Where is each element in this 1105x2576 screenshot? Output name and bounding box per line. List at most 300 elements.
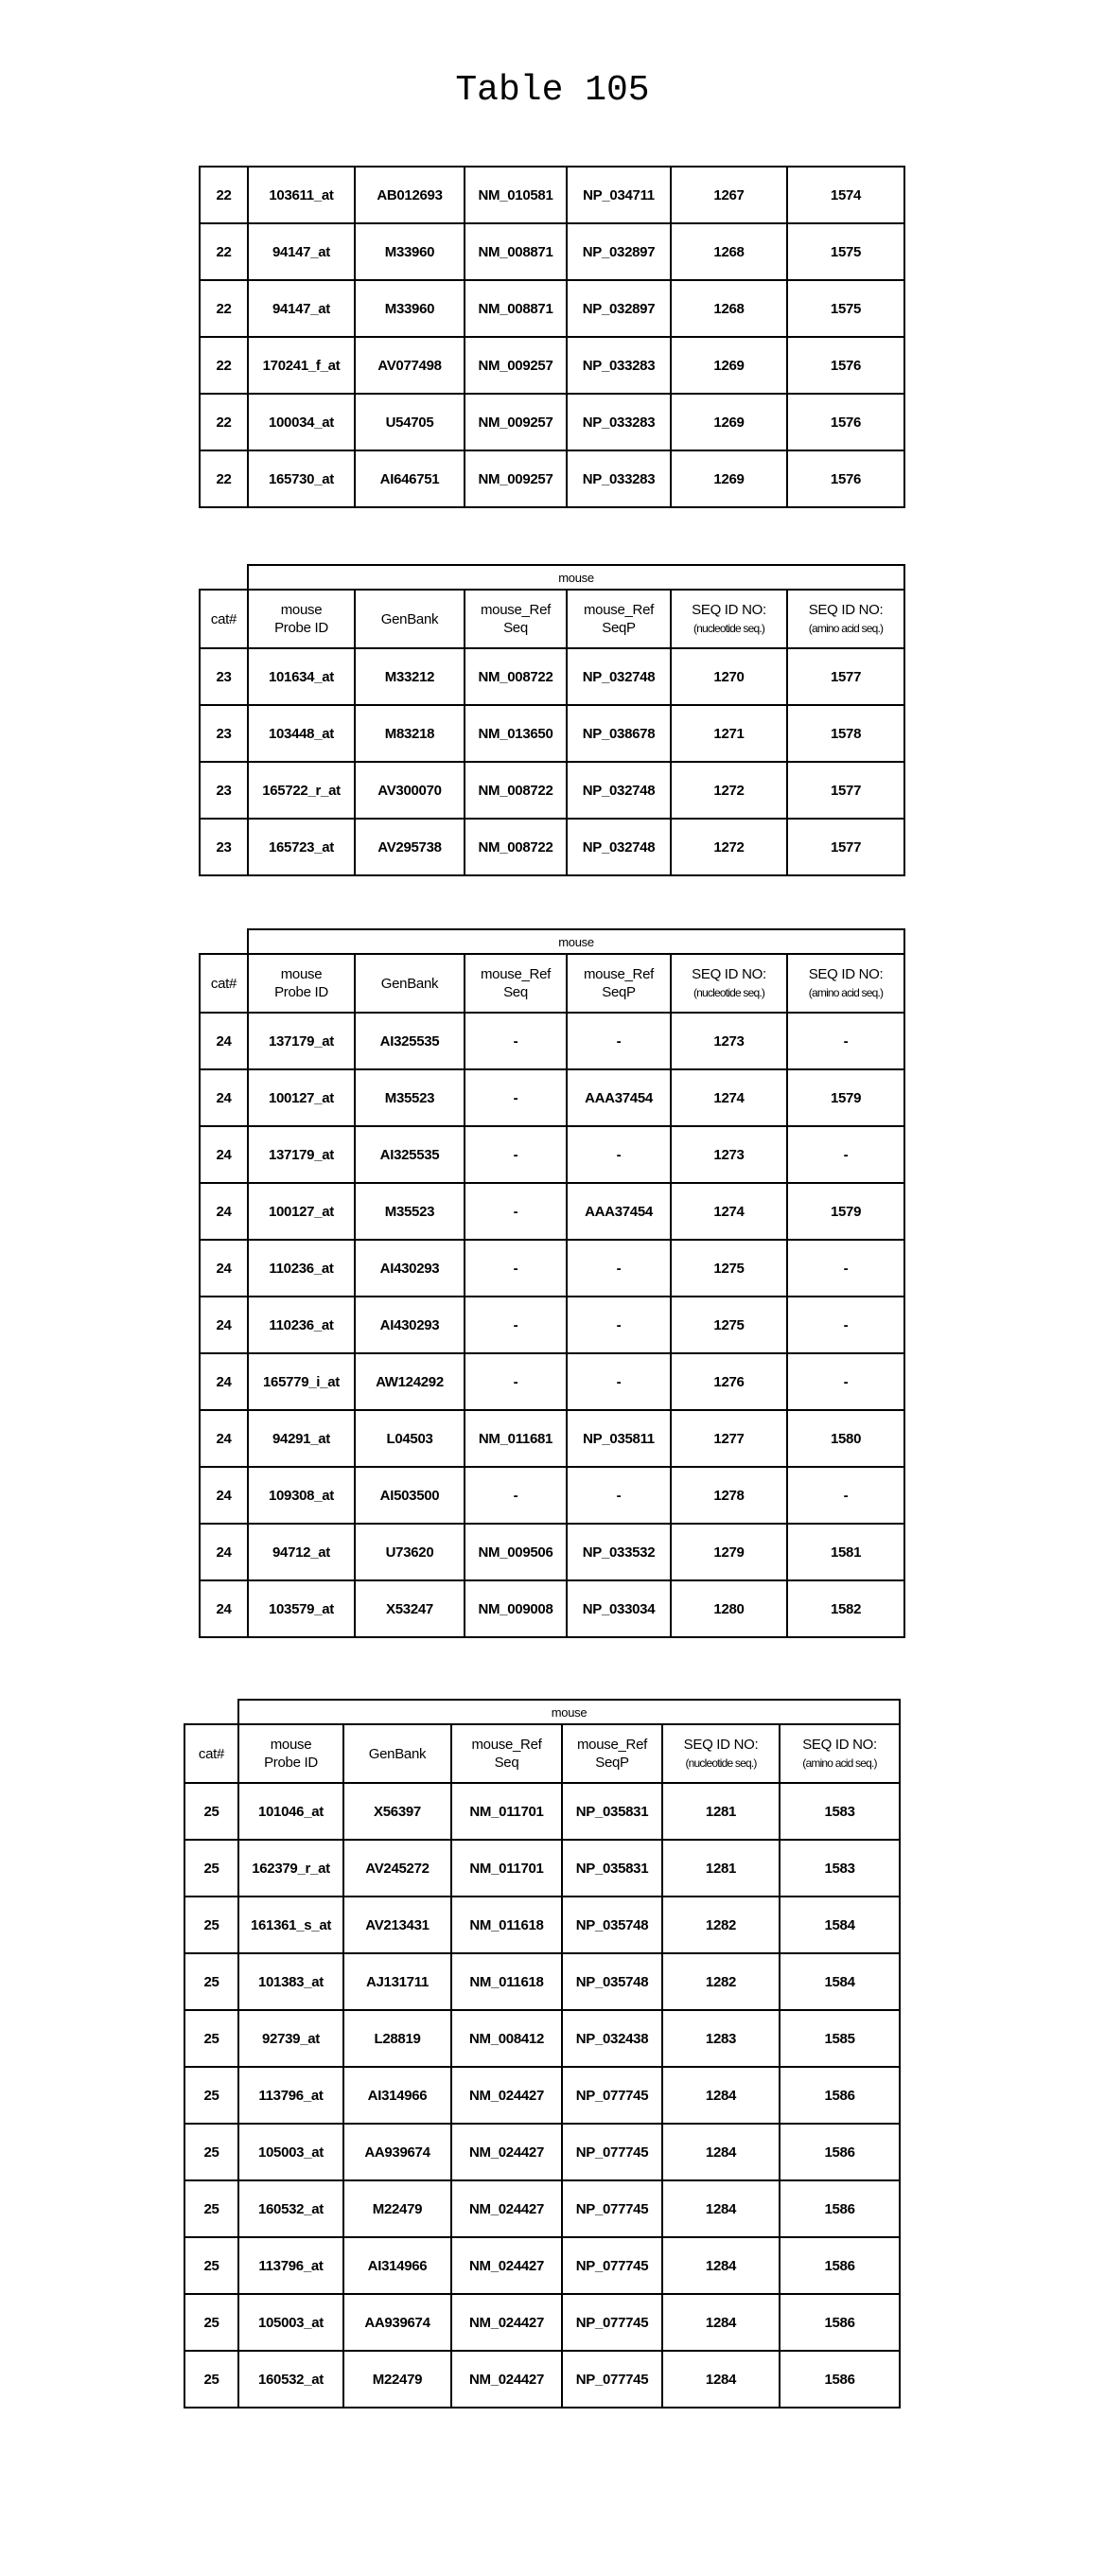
cell-mouse-refseqp: NP_033283 (567, 450, 671, 507)
group-header-mouse: mouse (238, 1700, 900, 1724)
cell-probe-id: 165730_at (248, 450, 355, 507)
table-row (184, 2180, 900, 2237)
cell-mouse-refseq: NM_009257 (465, 394, 567, 450)
table-row (200, 648, 904, 705)
cell-mouse-refseqp: NP_032748 (567, 648, 671, 705)
cell-probe-id: 101046_at (238, 1783, 343, 1840)
cell-mouse-refseq: NM_009506 (465, 1524, 567, 1580)
cell-seq-id-nucleotide: 1275 (671, 1297, 787, 1353)
cell-cat: 25 (184, 1840, 238, 1897)
header-line: mouse_Ref (481, 966, 551, 982)
cell-mouse-refseqp: NP_033034 (567, 1580, 671, 1637)
table-row (200, 1240, 904, 1297)
cell-seq-id-amino-acid: 1581 (787, 1524, 904, 1580)
cell-probe-id: 105003_at (238, 2294, 343, 2351)
cell-probe-id: 165779_i_at (248, 1353, 355, 1410)
cell-probe-id: 165723_at (248, 819, 355, 875)
column-header-row (200, 954, 904, 1013)
header-line: SeqP (602, 620, 636, 636)
cell-genbank: AI503500 (355, 1467, 465, 1524)
cell-cat: 25 (184, 2010, 238, 2067)
cell-probe-id: 113796_at (238, 2237, 343, 2294)
table-row (200, 1467, 904, 1524)
column-header-seq-id-amino-acid (787, 590, 904, 648)
cell-mouse-refseq: NM_008722 (465, 648, 567, 705)
cell-mouse-refseqp: NP_035831 (562, 1783, 662, 1840)
cell-seq-id-amino-acid: 1585 (780, 2010, 900, 2067)
cell-seq-id-nucleotide: 1268 (671, 223, 787, 280)
cell-cat: 24 (200, 1183, 248, 1240)
cell-seq-id-amino-acid: 1583 (780, 1783, 900, 1840)
column-header-row (200, 590, 904, 648)
column-header-seq-id-nucleotide (662, 1724, 780, 1783)
cell-cat: 22 (200, 280, 248, 337)
cell-seq-id-amino-acid: - (787, 1297, 904, 1353)
cell-seq-id-amino-acid: - (787, 1467, 904, 1524)
cell-genbank: AA939674 (343, 2124, 451, 2180)
column-header-cat: cat# (200, 590, 248, 648)
cell-seq-id-nucleotide: 1268 (671, 280, 787, 337)
table-row (200, 1069, 904, 1126)
cell-genbank: AJ131711 (343, 1953, 451, 2010)
cell-genbank: AB012693 (355, 167, 465, 223)
cell-mouse-refseq: - (465, 1240, 567, 1297)
cell-cat: 22 (200, 223, 248, 280)
cell-seq-id-amino-acid: 1574 (787, 167, 904, 223)
cell-cat: 25 (184, 2237, 238, 2294)
cell-cat: 24 (200, 1297, 248, 1353)
data-table-cat-24 (199, 928, 905, 1638)
cell-mouse-refseqp: NP_077745 (562, 2067, 662, 2124)
cell-seq-id-nucleotide: 1284 (662, 2180, 780, 2237)
cell-mouse-refseqp: NP_033532 (567, 1524, 671, 1580)
cell-mouse-refseq: NM_008412 (451, 2010, 562, 2067)
cell-cat: 22 (200, 394, 248, 450)
header-line: Seq (503, 984, 528, 1000)
cell-genbank: L28819 (343, 2010, 451, 2067)
column-header-seq-id-nucleotide (671, 954, 787, 1013)
cell-seq-id-amino-acid: - (787, 1013, 904, 1069)
cell-mouse-refseqp: NP_035811 (567, 1410, 671, 1467)
table-row (200, 394, 904, 450)
cell-mouse-refseq: NM_009257 (465, 337, 567, 394)
cell-seq-id-nucleotide: 1277 (671, 1410, 787, 1467)
cell-seq-id-nucleotide: 1273 (671, 1126, 787, 1183)
cell-seq-id-nucleotide: 1282 (662, 1897, 780, 1953)
cell-seq-id-amino-acid: 1583 (780, 1840, 900, 1897)
column-header-seq-id-nucleotide (671, 590, 787, 648)
cell-mouse-refseqp: NP_035748 (562, 1897, 662, 1953)
cell-cat: 22 (200, 337, 248, 394)
cell-probe-id: 94291_at (248, 1410, 355, 1467)
cell-seq-id-amino-acid: 1580 (787, 1410, 904, 1467)
cell-seq-id-amino-acid: 1575 (787, 280, 904, 337)
table-row (200, 1353, 904, 1410)
cell-probe-id: 113796_at (238, 2067, 343, 2124)
cell-mouse-refseq: NM_013650 (465, 705, 567, 762)
table-row (200, 1524, 904, 1580)
cell-genbank: X53247 (355, 1580, 465, 1637)
cell-cat: 25 (184, 2124, 238, 2180)
cell-mouse-refseqp: AAA37454 (567, 1069, 671, 1126)
cell-seq-id-nucleotide: 1272 (671, 762, 787, 819)
table-row (184, 2294, 900, 2351)
cell-mouse-refseqp: NP_032438 (562, 2010, 662, 2067)
cell-mouse-refseqp: - (567, 1297, 671, 1353)
cell-genbank: AV245272 (343, 1840, 451, 1897)
cell-genbank: U54705 (355, 394, 465, 450)
cell-probe-id: 94147_at (248, 280, 355, 337)
cell-mouse-refseqp: NP_077745 (562, 2294, 662, 2351)
cell-cat: 22 (200, 450, 248, 507)
header-line: Seq (503, 620, 528, 636)
cell-probe-id: 165722_r_at (248, 762, 355, 819)
cell-seq-id-nucleotide: 1274 (671, 1183, 787, 1240)
cell-cat: 24 (200, 1069, 248, 1126)
cell-seq-id-amino-acid: 1575 (787, 223, 904, 280)
cell-seq-id-amino-acid: 1578 (787, 705, 904, 762)
cell-mouse-refseq: NM_009008 (465, 1580, 567, 1637)
column-header-genbank: GenBank (343, 1724, 451, 1783)
table-row (200, 1126, 904, 1183)
column-header-mouse-refseqp (562, 1724, 662, 1783)
cell-seq-id-amino-acid: 1576 (787, 450, 904, 507)
column-header-genbank: GenBank (355, 590, 465, 648)
cell-mouse-refseqp: NP_033283 (567, 337, 671, 394)
cell-seq-id-nucleotide: 1283 (662, 2010, 780, 2067)
header-line: mouse_Ref (584, 966, 654, 982)
cell-cat: 25 (184, 1953, 238, 2010)
cell-seq-id-nucleotide: 1270 (671, 648, 787, 705)
cell-mouse-refseqp: NP_034711 (567, 167, 671, 223)
header-line: SEQ ID NO: (684, 1737, 759, 1753)
data-table-cat-25 (184, 1699, 901, 2408)
cell-mouse-refseqp: NP_038678 (567, 705, 671, 762)
cell-cat: 23 (200, 762, 248, 819)
column-header-mouse-refseq (465, 954, 567, 1013)
cell-seq-id-nucleotide: 1276 (671, 1353, 787, 1410)
cell-genbank: U73620 (355, 1524, 465, 1580)
cell-seq-id-nucleotide: 1284 (662, 2351, 780, 2408)
header-line: (nucleotide seq.) (693, 622, 764, 635)
cell-seq-id-nucleotide: 1269 (671, 337, 787, 394)
cell-probe-id: 105003_at (238, 2124, 343, 2180)
cell-seq-id-amino-acid: 1579 (787, 1069, 904, 1126)
cell-seq-id-nucleotide: 1280 (671, 1580, 787, 1637)
cell-mouse-refseqp: NP_032748 (567, 762, 671, 819)
column-header-probe-id (238, 1724, 343, 1783)
cell-mouse-refseq: NM_011618 (451, 1953, 562, 2010)
cell-seq-id-amino-acid: - (787, 1240, 904, 1297)
header-line: (nucleotide seq.) (685, 1756, 756, 1770)
header-line: (amino acid seq.) (802, 1756, 876, 1770)
cell-probe-id: 92739_at (238, 2010, 343, 2067)
cell-cat: 24 (200, 1353, 248, 1410)
cell-mouse-refseq: NM_008722 (465, 762, 567, 819)
cell-genbank: AI430293 (355, 1240, 465, 1297)
group-header-row (184, 1700, 900, 1724)
table-row (200, 223, 904, 280)
cell-genbank: M22479 (343, 2180, 451, 2237)
cell-mouse-refseqp: NP_032897 (567, 223, 671, 280)
header-line: mouse_Ref (577, 1737, 647, 1753)
cell-seq-id-nucleotide: 1279 (671, 1524, 787, 1580)
cell-genbank: AA939674 (343, 2294, 451, 2351)
column-header-probe-id (248, 954, 355, 1013)
cell-genbank: M35523 (355, 1069, 465, 1126)
header-line: (amino acid seq.) (809, 986, 883, 999)
cell-seq-id-amino-acid: 1586 (780, 2180, 900, 2237)
cell-mouse-refseq: - (465, 1069, 567, 1126)
cell-mouse-refseqp: NP_077745 (562, 2237, 662, 2294)
table-row (200, 280, 904, 337)
table-row (200, 762, 904, 819)
cell-seq-id-nucleotide: 1275 (671, 1240, 787, 1297)
cell-mouse-refseq: NM_008871 (465, 223, 567, 280)
table-row (200, 1580, 904, 1637)
cell-mouse-refseqp: - (567, 1240, 671, 1297)
cell-mouse-refseqp: NP_077745 (562, 2180, 662, 2237)
cell-seq-id-nucleotide: 1267 (671, 167, 787, 223)
cell-mouse-refseq: - (465, 1467, 567, 1524)
cell-cat: 24 (200, 1126, 248, 1183)
column-header-seq-id-amino-acid (787, 954, 904, 1013)
column-header-cat: cat# (200, 954, 248, 1013)
cell-seq-id-nucleotide: 1282 (662, 1953, 780, 2010)
cell-mouse-refseq: - (465, 1353, 567, 1410)
header-line: SEQ ID NO: (692, 602, 766, 618)
column-header-mouse-refseq (465, 590, 567, 648)
group-header-row (200, 565, 904, 590)
cell-mouse-refseq: NM_024427 (451, 2124, 562, 2180)
cell-seq-id-nucleotide: 1269 (671, 450, 787, 507)
cell-cat: 24 (200, 1410, 248, 1467)
cell-mouse-refseqp: NP_035831 (562, 1840, 662, 1897)
cell-cat: 23 (200, 819, 248, 875)
cell-seq-id-amino-acid: - (787, 1353, 904, 1410)
column-header-mouse-refseq (451, 1724, 562, 1783)
header-line: mouse (281, 602, 323, 618)
header-line: Probe ID (274, 984, 328, 1000)
header-line: mouse_Ref (481, 602, 551, 618)
cell-cat: 25 (184, 1783, 238, 1840)
header-line: (amino acid seq.) (809, 622, 883, 635)
cell-mouse-refseqp: NP_032897 (567, 280, 671, 337)
cell-cat: 24 (200, 1240, 248, 1297)
cell-probe-id: 101634_at (248, 648, 355, 705)
cell-mouse-refseq: NM_024427 (451, 2294, 562, 2351)
table-row (200, 450, 904, 507)
header-line: Probe ID (274, 620, 328, 636)
cell-probe-id: 94712_at (248, 1524, 355, 1580)
cell-cat: 25 (184, 2294, 238, 2351)
column-header-mouse-refseqp (567, 590, 671, 648)
table-row (184, 2067, 900, 2124)
cell-mouse-refseq: NM_008722 (465, 819, 567, 875)
data-table-cat-23 (199, 564, 905, 876)
cell-seq-id-amino-acid: 1576 (787, 394, 904, 450)
table-row (184, 1840, 900, 1897)
cell-genbank: X56397 (343, 1783, 451, 1840)
cell-probe-id: 160532_at (238, 2180, 343, 2237)
header-line: SeqP (595, 1755, 629, 1771)
cell-genbank: AI314966 (343, 2067, 451, 2124)
table-row (200, 1183, 904, 1240)
data-table-cat-22 (199, 166, 905, 508)
cell-seq-id-nucleotide: 1274 (671, 1069, 787, 1126)
cell-mouse-refseqp: NP_077745 (562, 2124, 662, 2180)
table-row (184, 2351, 900, 2408)
cell-probe-id: 161361_s_at (238, 1897, 343, 1953)
cell-seq-id-amino-acid: 1584 (780, 1897, 900, 1953)
cell-cat: 23 (200, 705, 248, 762)
cell-seq-id-nucleotide: 1281 (662, 1840, 780, 1897)
cell-mouse-refseq: - (465, 1183, 567, 1240)
cell-seq-id-amino-acid: 1586 (780, 2237, 900, 2294)
cell-mouse-refseq: - (465, 1126, 567, 1183)
cell-mouse-refseq: NM_009257 (465, 450, 567, 507)
table-row (200, 1013, 904, 1069)
group-header-row (200, 929, 904, 954)
cell-seq-id-nucleotide: 1272 (671, 819, 787, 875)
cell-mouse-refseqp: - (567, 1467, 671, 1524)
cell-cat: 24 (200, 1580, 248, 1637)
group-header-mouse: mouse (248, 565, 904, 590)
blank-corner (184, 1700, 238, 1724)
cell-genbank: AW124292 (355, 1353, 465, 1410)
cell-genbank: M35523 (355, 1183, 465, 1240)
cell-probe-id: 103611_at (248, 167, 355, 223)
cell-mouse-refseqp: NP_033283 (567, 394, 671, 450)
cell-seq-id-nucleotide: 1284 (662, 2294, 780, 2351)
cell-seq-id-nucleotide: 1284 (662, 2067, 780, 2124)
cell-cat: 23 (200, 648, 248, 705)
cell-probe-id: 100127_at (248, 1183, 355, 1240)
column-header-genbank: GenBank (355, 954, 465, 1013)
cell-genbank: AV300070 (355, 762, 465, 819)
cell-probe-id: 103448_at (248, 705, 355, 762)
cell-seq-id-amino-acid: 1577 (787, 762, 904, 819)
cell-seq-id-amino-acid: 1577 (787, 819, 904, 875)
cell-probe-id: 100127_at (248, 1069, 355, 1126)
group-header-mouse: mouse (248, 929, 904, 954)
header-line: mouse (271, 1737, 312, 1753)
cell-seq-id-amino-acid: - (787, 1126, 904, 1183)
cell-genbank: M33960 (355, 223, 465, 280)
table-row (200, 167, 904, 223)
cell-genbank: L04503 (355, 1410, 465, 1467)
table-row (200, 819, 904, 875)
cell-seq-id-nucleotide: 1278 (671, 1467, 787, 1524)
cell-genbank: AI314966 (343, 2237, 451, 2294)
table-row (184, 2237, 900, 2294)
cell-cat: 25 (184, 1897, 238, 1953)
cell-probe-id: 137179_at (248, 1126, 355, 1183)
cell-mouse-refseq: - (465, 1297, 567, 1353)
cell-seq-id-amino-acid: 1584 (780, 1953, 900, 2010)
cell-genbank: M22479 (343, 2351, 451, 2408)
cell-seq-id-nucleotide: 1281 (662, 1783, 780, 1840)
column-header-probe-id (248, 590, 355, 648)
cell-seq-id-amino-acid: 1586 (780, 2067, 900, 2124)
column-header-row (184, 1724, 900, 1783)
table-row (200, 705, 904, 762)
cell-genbank: M33960 (355, 280, 465, 337)
table-row (200, 1410, 904, 1467)
cell-mouse-refseqp: - (567, 1353, 671, 1410)
cell-seq-id-amino-acid: 1576 (787, 337, 904, 394)
cell-probe-id: 110236_at (248, 1240, 355, 1297)
header-line: mouse_Ref (584, 602, 654, 618)
cell-seq-id-nucleotide: 1284 (662, 2124, 780, 2180)
cell-seq-id-amino-acid: 1577 (787, 648, 904, 705)
header-line: Seq (495, 1755, 519, 1771)
table-row (184, 1953, 900, 2010)
cell-cat: 24 (200, 1524, 248, 1580)
cell-genbank: M83218 (355, 705, 465, 762)
header-line: SeqP (602, 984, 636, 1000)
cell-seq-id-nucleotide: 1273 (671, 1013, 787, 1069)
cell-mouse-refseq: NM_011618 (451, 1897, 562, 1953)
cell-mouse-refseqp: - (567, 1126, 671, 1183)
cell-seq-id-nucleotide: 1284 (662, 2237, 780, 2294)
header-line: mouse_Ref (471, 1737, 541, 1753)
table-row (200, 1297, 904, 1353)
cell-seq-id-amino-acid: 1586 (780, 2294, 900, 2351)
header-line: SEQ ID NO: (809, 966, 884, 982)
cell-cat: 25 (184, 2351, 238, 2408)
cell-genbank: AI430293 (355, 1297, 465, 1353)
header-line: (nucleotide seq.) (693, 986, 764, 999)
cell-mouse-refseq: NM_011701 (451, 1783, 562, 1840)
cell-seq-id-nucleotide: 1271 (671, 705, 787, 762)
cell-probe-id: 109308_at (248, 1467, 355, 1524)
cell-mouse-refseq: NM_011701 (451, 1840, 562, 1897)
table-row (184, 1897, 900, 1953)
cell-genbank: AI646751 (355, 450, 465, 507)
cell-mouse-refseq: NM_011681 (465, 1410, 567, 1467)
cell-cat: 25 (184, 2067, 238, 2124)
blank-corner (200, 929, 248, 954)
header-line: SEQ ID NO: (809, 602, 884, 618)
cell-probe-id: 110236_at (248, 1297, 355, 1353)
cell-probe-id: 103579_at (248, 1580, 355, 1637)
table-row (184, 2124, 900, 2180)
cell-probe-id: 162379_r_at (238, 1840, 343, 1897)
cell-mouse-refseq: NM_010581 (465, 167, 567, 223)
cell-probe-id: 160532_at (238, 2351, 343, 2408)
cell-genbank: AI325535 (355, 1013, 465, 1069)
header-line: SEQ ID NO: (692, 966, 766, 982)
column-header-mouse-refseqp (567, 954, 671, 1013)
cell-probe-id: 94147_at (248, 223, 355, 280)
table-row (200, 337, 904, 394)
cell-probe-id: 170241_f_at (248, 337, 355, 394)
cell-genbank: AV213431 (343, 1897, 451, 1953)
cell-mouse-refseqp: NP_035748 (562, 1953, 662, 2010)
cell-seq-id-nucleotide: 1269 (671, 394, 787, 450)
cell-seq-id-amino-acid: 1579 (787, 1183, 904, 1240)
cell-seq-id-amino-acid: 1586 (780, 2351, 900, 2408)
cell-cat: 25 (184, 2180, 238, 2237)
cell-mouse-refseqp: NP_032748 (567, 819, 671, 875)
page-title: Table 105 (0, 70, 1105, 111)
cell-mouse-refseq: - (465, 1013, 567, 1069)
column-header-cat: cat# (184, 1724, 238, 1783)
cell-probe-id: 100034_at (248, 394, 355, 450)
cell-mouse-refseq: NM_024427 (451, 2180, 562, 2237)
cell-mouse-refseq: NM_024427 (451, 2067, 562, 2124)
